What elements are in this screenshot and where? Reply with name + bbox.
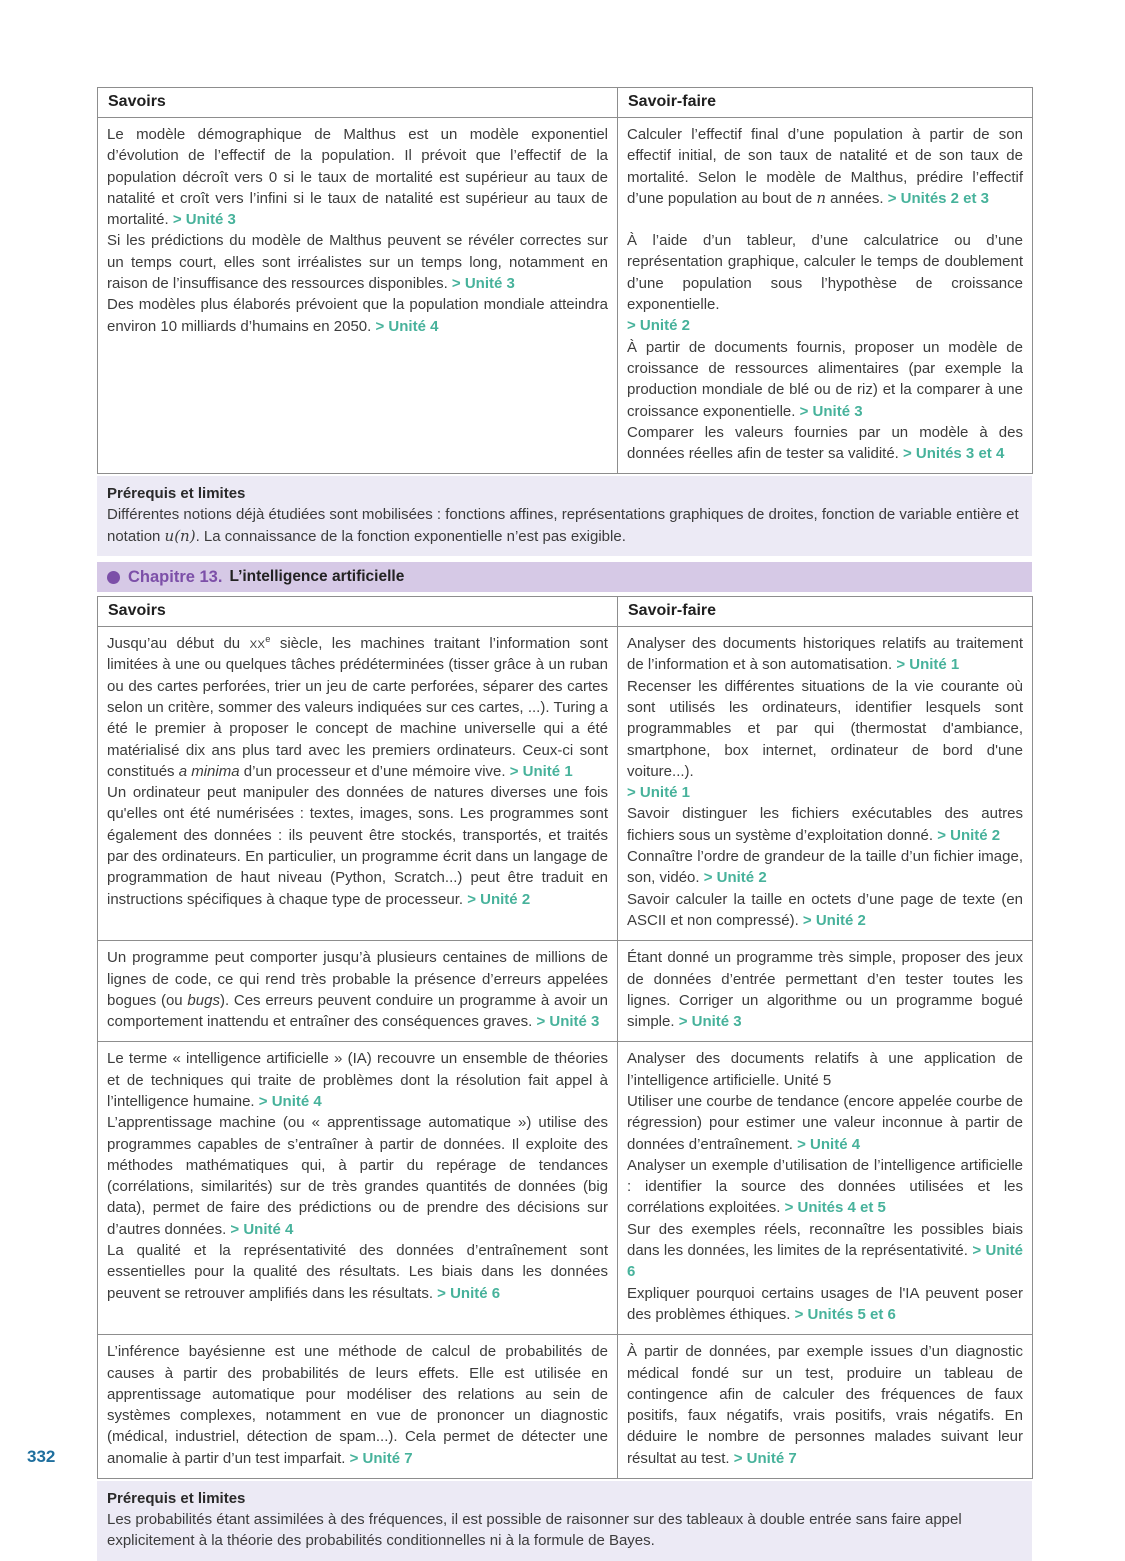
chapter-13-header [97, 562, 1032, 592]
savoir-faire-cell [618, 118, 1033, 474]
paragraph [627, 1091, 1023, 1155]
unit-ref: > Unité 4 [258, 1092, 322, 1110]
paragraph [107, 504, 1022, 547]
text-segment: À partir de données, par exemple issues d’un diagnostic médical fondé sur un test, produire un tableau de contingence afin de calculer des fréquences de faux positifs, faux négatifs, vrais positifs, vrais négatifs. En déduire le nombre de personnes malades suivant leur résultat au test. [627, 1343, 1023, 1467]
prerequis-body [107, 1509, 1022, 1552]
text-segment: Utiliser une courbe de tendance (encore appelée courbe de régression) pour estimer une valeur inconnue à partir de données d’entraînement. [627, 1092, 1023, 1153]
paragraph-spacer [627, 209, 1023, 230]
paragraph [107, 782, 608, 910]
table-header-row [98, 597, 1033, 627]
table-row [98, 1042, 1033, 1335]
unit-ref: > Unité 1 [509, 762, 573, 780]
unit-ref: > Unité 4 [230, 1220, 294, 1238]
table-row [98, 118, 1033, 474]
savoir-faire-cell [618, 627, 1033, 941]
page-number: 332 [27, 1447, 56, 1466]
savoir-faire-header: Savoir-faire [618, 597, 1033, 627]
paragraph [627, 337, 1023, 422]
text-segment: Sur des exemples réels, reconnaître les possibles biais dans les données, les limites de la représentativité. [627, 1220, 1023, 1260]
unit-ref: > Unité 7 [733, 1449, 797, 1467]
savoirs-cell [98, 118, 618, 474]
unit-ref: > Unités 2 et 3 [887, 189, 990, 207]
text-segment: À l’aide d’un tableur, d’une calculatrice ou d’une représentation graphique, calculer le temps de doublement d’une population sous l’hypothèse de croissance exponentielle. [627, 232, 1023, 314]
paragraph [627, 947, 1023, 1032]
text-segment: Analyser des documents relatifs à une application de l’intelligence artificielle. Unité 5 [627, 1050, 1023, 1089]
paragraph [107, 1112, 608, 1240]
paragraph [107, 947, 608, 1032]
table-header-row [98, 88, 1033, 118]
paragraph [627, 1155, 1023, 1219]
unit-ref: > Unité 6 [437, 1284, 501, 1302]
unit-ref: > Unité 4 [797, 1135, 861, 1153]
paragraph [107, 633, 608, 782]
text-segment: Différentes notions déjà étudiées sont mobilisées : fonctions affines, représentations graphiques de droites, fonction de variable entière et notation [107, 506, 1019, 545]
savoir-faire-header: Savoir-faire [618, 88, 1033, 118]
text-segment: Analyser un exemple d’utilisation de l’intelligence artificielle : identifier la source des données utilisées et les corrélations exploitées. [627, 1156, 1023, 1217]
text-segment: années. [826, 189, 888, 207]
text-segment: Si les prédictions du modèle de Malthus peuvent se révéler correctes sur un temps court, elles sont irréalistes sur un temps long, notamment en raison de l’insuffisance des ressources disponibles. [107, 232, 608, 293]
unit-ref: > Unité 6 [627, 1242, 1023, 1281]
savoir-faire-cell [618, 1335, 1033, 1479]
text-segment: Un programme peut comporter jusqu’à plusieurs centaines de millions de lignes de code, ce qui rend très probable la présence d’erreurs appelées bogues (ou [107, 949, 608, 1009]
table-savoirs-malthus [97, 87, 1033, 474]
savoirs-cell [98, 627, 618, 941]
unit-ref: > Unité 3 [678, 1013, 742, 1031]
text-segment: Le terme « intelligence artificielle » (IA) recouvre un ensemble de théories et de techniques qui traite de problèmes dont la résolution fait appel à l’intelligence humaine. [107, 1050, 608, 1110]
paragraph [627, 633, 1023, 676]
table-row [98, 941, 1033, 1042]
paragraph [627, 124, 1023, 209]
unit-ref: > Unité 2 [802, 911, 866, 929]
text-segment: Analyser des documents historiques relatifs au traitement de l’information et à son automatisation. [627, 635, 1023, 674]
unit-ref: > Unité 3 [172, 211, 236, 229]
text-segment: . La connaissance de la fonction exponentielle n’est pas exigible. [195, 527, 626, 545]
paragraph [107, 230, 608, 294]
paragraph [627, 1341, 1023, 1469]
text-segment: Savoir distinguer les fichiers exécutables des autres fichiers sous un système d’exploitation donné. [627, 805, 1023, 844]
paragraph [627, 1048, 1023, 1091]
text-segment: À partir de documents fournis, proposer un modèle de croissance de ressources alimentaires (par exemple la production mondiale de blé ou de riz) et la comparer à une croissance exponentielle. [627, 338, 1023, 420]
chapter-label: Chapitre 13. [128, 567, 223, 586]
savoir-faire-cell [618, 941, 1033, 1042]
text-segment: Savoir calculer la taille en octets d’une page de texte (en ASCII et non compressé). [627, 890, 1023, 929]
unit-ref: > Unité 2 [937, 826, 1001, 844]
text-segment: siècle, les machines traitant l’information sont limitées à une ou quelques tâches prédéterminées (tisser grâce à un ruban ou des cartes perforées, trier un jeu de carte perforées, séparer des cartes selon un critère, sommer des valeurs indiquées sur ces cartes, ...). Turing a été le premier à proposer le concept de machine universelle qui a été matérialisé dix ans plus tard avec les premiers ordinateurs. Ceux-ci sont constitués [107, 635, 608, 780]
savoirs-cell [98, 1042, 618, 1335]
table-row [98, 1335, 1033, 1479]
unit-ref: > Unité 1 [627, 784, 690, 802]
prerequis-title: Prérequis et limites [107, 485, 246, 503]
text-segment: ). Ces erreurs peuvent conduire un programme à avoir un comportement inattendu et entraîner des conséquences graves. [107, 991, 608, 1031]
unit-ref: > Unité 2 [703, 869, 767, 887]
text-segment: Le modèle démographique de Malthus est un modèle exponentiel d’évolution de l’effectif de la population. Il prévoit que l’effectif de la population décroît vers 0 si le taux de mortalité est supérieur au taux de natalité et croît vers l’infini si le taux de natalité est supérieur au taux de mortalité. [107, 126, 608, 229]
table-row [98, 627, 1033, 941]
paragraph [107, 1509, 1022, 1552]
prerequis-section-ia [97, 1481, 1032, 1561]
text-segment: Un ordinateur peut manipuler des données de natures diverses une fois qu'elles ont été numérisées : textes, images, sons. Les programmes sont également des données : ils peuvent être stockés, transportés, et traités par des ordinateurs. En particulier, un programme écrit dans un langage de programmation de haut niveau (Python, Scratch...) peut être traduit en instructions spécifiques à chaque type de processeur. [107, 784, 608, 908]
text-segment: L’apprentissage machine (ou « apprentissage automatique ») utilise des programmes capables de s’entraîner à partir de données. Il exploite des méthodes mathématiques qui, à partir du repérage de tendances (corrélations, similarités) sur de très grandes quantités de données (big data), permet de faire des prédictions ou de prendre des décisions sur d’autres données. [107, 1114, 608, 1238]
savoirs-cell [98, 941, 618, 1042]
table-savoirs-ia [97, 596, 1033, 1479]
text-segment: Des modèles plus élaborés prévoient que la population mondiale atteindra environ 10 milliards d’humains en 2050. [107, 296, 608, 335]
text-segment: d’un processeur et d’une mémoire vive. [239, 762, 510, 780]
unit-ref: > Unités 3 et 4 [903, 445, 1005, 463]
text-segment: Calculer l’effectif final d’une population à partir de son effectif initial, de son taux de natalité et de son taux de mortalité. Selon le modèle de Malthus, prédire l’effectif d’une population au bout de [627, 126, 1023, 207]
text-segment: La qualité et la représentativité des données d’entraînement sont essentielles pour la qualité des résultats. Les biais dans les données peuvent se retrouver amplifiés dans les résultats. [107, 1242, 608, 1302]
unit-ref: > Unité 3 [451, 275, 515, 293]
paragraph [627, 1283, 1023, 1326]
unit-ref: > Unités 4 et 5 [784, 1199, 886, 1217]
text-segment: L’inférence bayésienne est une méthode de calcul de probabilités de causes à partir des probabilités de leurs effets. Elle est utilisée en apprentissage automatique pour modéliser des relations au sein de systèmes complexes, notamment en vue de prononcer un diagnostic (médical, industriel, détection de spam...). Cela permet de détecter une anomalie à partir d’un test imparfait. [107, 1343, 608, 1467]
text-segment: XX [249, 639, 266, 652]
unit-ref: > Unité 3 [536, 1013, 600, 1031]
savoirs-cell [98, 1335, 618, 1479]
paragraph [107, 1341, 608, 1469]
text-segment: n [816, 188, 827, 207]
paragraph [107, 124, 608, 230]
paragraph [627, 846, 1023, 889]
prerequis-body [107, 504, 1022, 547]
savoirs-header: Savoirs [98, 597, 618, 627]
text-segment: u(n) [164, 526, 196, 545]
text-segment: bugs [187, 991, 220, 1009]
text-segment: Expliquer pourquoi certains usages de l'IA peuvent poser des problèmes éthiques. [627, 1284, 1023, 1323]
unit-ref: > Unité 2 [467, 890, 531, 908]
paragraph [107, 294, 608, 337]
prerequis-title: Prérequis et limites [107, 1490, 246, 1508]
paragraph [627, 803, 1023, 846]
paragraph [627, 676, 1023, 804]
paragraph [107, 1048, 608, 1112]
text-segment: e [265, 634, 271, 645]
text-segment: Connaître l’ordre de grandeur de la taille d’un fichier image, son, vidéo. [627, 848, 1023, 887]
paragraph [627, 230, 1023, 336]
unit-ref: > Unité 4 [375, 317, 439, 335]
unit-ref: > Unité 1 [896, 656, 960, 674]
text-segment: Recenser les différentes situations de la vie courante où sont utilisés les ordinateurs, identifier lesquels sont programmables et par qui (thermostat d'ambiance, smartphone, box internet, ordinateur de bord d'une voiture...). [627, 677, 1023, 780]
savoir-faire-cell [618, 1042, 1033, 1335]
paragraph [107, 1240, 608, 1304]
savoirs-header: Savoirs [98, 88, 618, 118]
text-segment: a minima [178, 762, 240, 780]
prerequis-section-malthus [97, 476, 1032, 556]
chapter-title: L’intelligence artificielle [229, 568, 405, 586]
paragraph [627, 889, 1023, 932]
text-segment: Les probabilités étant assimilées à des fréquences, il est possible de raisonner sur des tableaux à double entrée sans faire appel explicitement à la théorie des probabilités conditionnelles ni à la formule de Bayes. [107, 1511, 962, 1550]
unit-ref: > Unité 2 [627, 317, 690, 335]
unit-ref: > Unité 7 [349, 1449, 413, 1467]
page-content [97, 0, 1032, 1561]
text-segment: Comparer les valeurs fournies par un modèle à des données réelles afin de tester sa validité. [627, 423, 1023, 463]
bullet-icon [107, 571, 120, 584]
unit-ref: > Unités 5 et 6 [794, 1305, 896, 1323]
paragraph [627, 1219, 1023, 1283]
paragraph [627, 422, 1023, 465]
unit-ref: > Unité 3 [799, 402, 863, 420]
text-segment: Jusqu’au début du [107, 635, 250, 653]
text-segment: Étant donné un programme très simple, proposer des jeux de données d’entrée permettant d’en tester toutes les lignes. Corriger un algorithme ou un programme bogué simple. [627, 949, 1023, 1031]
